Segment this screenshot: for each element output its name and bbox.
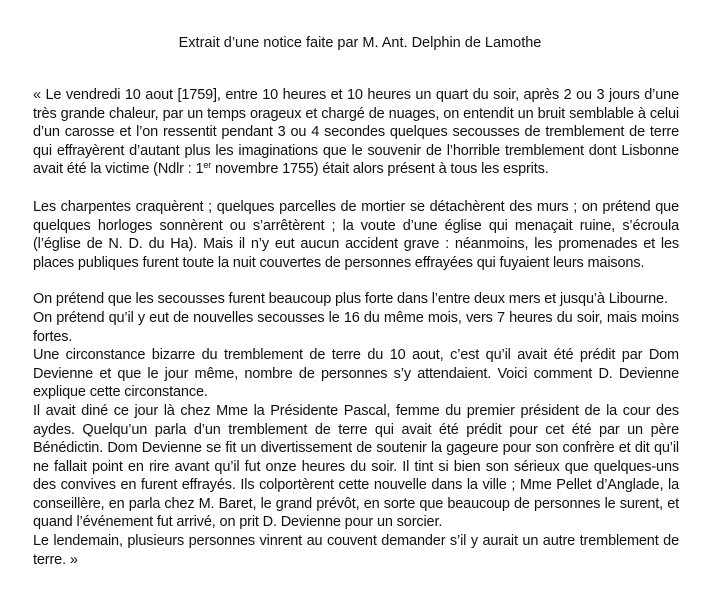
paragraph-new-tremors: On prétend qu’il y eut de nouvelles secousses le 16 du même mois, vers 7 heures du soir, mais moins fortes. [33,309,679,345]
paragraph-damage: Les charpentes craquèrent ; quelques parcelles de mortier se détachèrent des murs ; on prétend que quelques horloges sonnèrent ou s’arrêtèrent ; la voute d’une église qui menaçait ruine, s’écroula (l’église de N. D. du Ha). Mais il n’y eut aucun accident grave : néanmoins, les promenades et les places publiques furent toute la nuit couvertes de personnes effrayées qui fuyaient leurs maisons. [33,198,679,271]
paragraph-text: « Le vendredi 10 aout [1759], entre 10 heures et 10 heures un quart du soir, après 2 ou 3 jours d’une très grande chaleur, par un temps orageux et chargé de nuages, on entendit un bruit semblable à celui d’un carosse et l’on ressentit pendant 3 ou 4 secondes quelques secousses de tremblement de terre qui effrayèrent d’autant plus les imaginations que le souvenir de l’horrible tremblement dont Lisbonne avait été la victime (Ndlr : 1 [33,87,679,178]
paragraph-libourne: On prétend que les secousses furent beaucoup plus forte dans l’entre deux mers et jusqu’à Libourne. [33,291,668,308]
paragraph-text: novembre 1755) était alors présent à tous les esprits. [211,161,549,178]
superscript-ordinal: er [203,160,212,171]
paragraph-dinner-story: Il avait diné ce jour là chez Mme la Présidente Pascal, femme du premier président de la cour des aydes. Quelqu’un parla d’un tremblement de terre qui avait été prédit pour cet été par un père Bénédictin. Dom Devienne se fit un divertissement de soutenir la gageure pour son confrère et dit qu’il ne fallait point en rire avant qu’il fut onze heures du soir. Il tint si bien son sérieux que quelques-uns des convives en furent effrayés. Ils colportèrent cette nouvelle dans la ville ; Mme Pellet d’Anglade, la conseillère, en parla chez M. Baret, le grand prévôt, en sorte que beaucoup de personnes le surent, et quand l’événement fut arrivé, on prit D. Devienne pour un sorcier. [33,402,679,531]
document-title: Extrait d’une notice faite par M. Ant. Delphin de Lamothe [178,35,542,51]
paragraph-earthquake-account [33,86,679,179]
paragraph-next-day: Le lendemain, plusieurs personnes vinrent au couvent demander s’il y aurait un autre tremblement de terre. » [33,533,679,568]
paragraph-prediction: Une circonstance bizarre du tremblement de terre du 10 aout, c’est qu’il avait été prédit par Dom Devienne et que le jour même, nombre de personnes s’y attendaient. Voici comment D. Devienne explique cette circonstance. [33,347,679,401]
